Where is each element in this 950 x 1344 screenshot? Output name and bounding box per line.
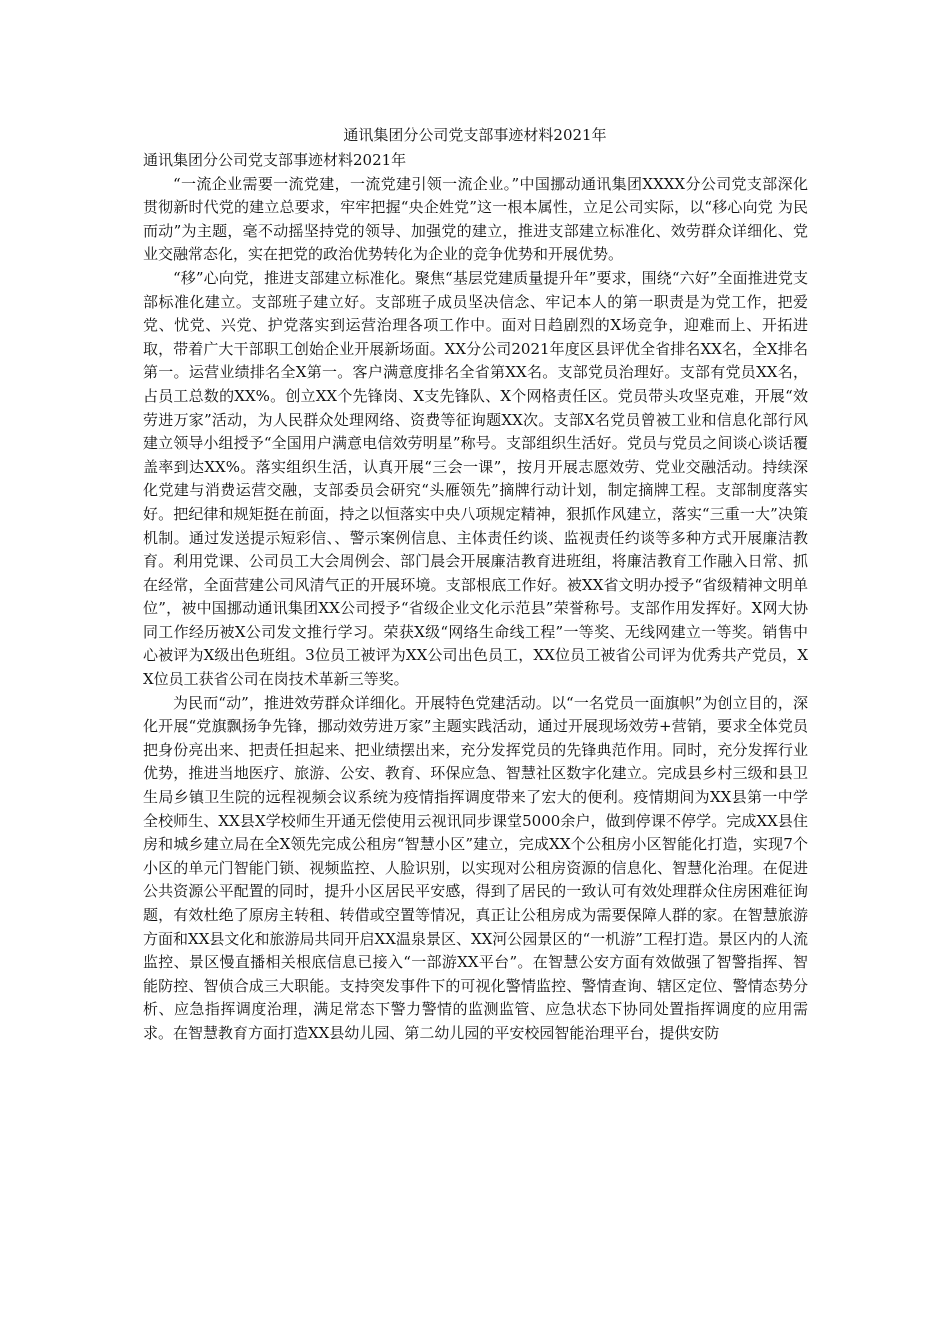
paragraph-standardization: “移”心向党，推进支部建立标准化。聚焦“基层党建质量提升年”要求，围绕“六好”全面推进党支部标准化建立。支部班子建立好。支部班子成员坚决信念、牢记本人的第一职责是为党工作，把爱党、忧党、兴党、护党落实到运营治理各项工作中。面对日趋剧烈的X场竞争，迎难而上、开拓进取，带着广大干部职工创始企业开展新场面。XX分公司2021年度区县评优全省排名XX名，全X排名第一。运营业绩排名全X第一。客户满意度排名全省第XX名。支部党员治理好。支部有党员XX名，占员工总数的XX%。创立XX个先锋岗、X支先锋队、X个网格责任区。党员带头攻坚克难，开展“效劳进万家”活动，为人民群众处理网络、资费等征询题XX次。支部X名党员曾被工业和信息化部行风建立领导小组授予“全国用户满意电信效劳明星”称号。支部组织生活好。党员与党员之间谈心谈话覆盖率到达XX%。落实组织生活，认真开展“三会一课”，按月开展志愿效劳、党业交融活动。持续深化党建与消费运营交融，支部委员会研究“头雁领先”摘牌行动计划，制定摘牌工程。支部制度落实好。把纪律和规矩挺在前面，持之以恒落实中央八项规定精神，狠抓作风建立，落实“三重一大”决策机制。通过发送提示短彩信、、警示案例信息、主体责任约谈、监视责任约谈等多种方式开展廉洁教育。利用党课、公司员工大会周例会、部门晨会开展廉洁教育进班组，将廉洁教育工作融入日常、抓在经常，全面营建公司风清气正的开展环境。支部根底工作好。被XX省文明办授予“省级精神文明单位”，被中国挪动通讯集团XX公司授予“省级企业文化示范县”荣誉称号。支部作用发挥好。X网大协同工作经历被X公司发文推行学习。荣获X级“网络生命线工程”一等奖、无线网建立一等奖。销售中心被评为X级出色班组。3位员工被评为XX公司出色员工，XX位员工被省公司评为优秀共产党员，XX位员工获省公司在岗技术革新三等奖。 xyxy=(143,268,808,689)
document-body xyxy=(143,149,808,1046)
paragraph-service: 为民而“动”，推进效劳群众详细化。开展特色党建活动。以“一名党员一面旗帜”为创立目的，深化开展“党旗飘扬争先锋，挪动效劳进万家”主题实践活动，通过开展现场效劳+营销，要求全体党员把身份亮出来、把责任担起来、把业绩摆出来，充分发挥党员的先锋典范作用。同时，充分发挥行业优势，推进当地医疗、旅游、公安、教育、环保应急、智慧社区数字化建立。完成县乡村三级和县卫生局乡镇卫生院的远程视频会议系统为疫情指挥调度带来了宏大的便利。疫情期间为XX县第一中学全校师生、XX县X学校师生开通无偿使用云视讯同步课堂5000余户，做到停课不停学。完成XX县住房和城乡建立局在全X领先完成公租房“智慧小区”建立，完成XX个公租房小区智能化打造，实现7个小区的单元门智能门锁、视频监控、人脸识别，以实现对公租房资源的信息化、智慧化治理。在促进公共资源公平配置的同时，提升小区居民平安感，得到了居民的一致认可有效处理群众住房困难征询题，有效杜绝了原房主转租、转借或空置等情况，真正让公租房成为需要保障人群的家。在智慧旅游方面和XX县文化和旅游局共同开启XX温泉景区、XX河公园景区的“一机游”工程打造。景区内的人流监控、景区慢直播相关根底信息已接入“一部游XX平台”。在智慧公安方面有效做强了智警指挥、智能防控、智侦合成三大职能。支持突发事件下的可视化警情监控、警情查询、辖区定位、警情态势分析、应急指挥调度治理，满足常态下警力警情的监测监管、应急状态下协同处置指挥调度的应用需求。在智慧教育方面打造XX县幼儿园、第二幼儿园的平安校园智能治理平台，提供安防 xyxy=(143,693,808,1042)
document-title: 通讯集团分公司党支部事迹材料2021年 xyxy=(343,126,607,144)
paragraph-intro: “一流企业需要一流党建，一流党建引领一流企业。”中国挪动通讯集团XXXX分公司党支部深化贯彻新时代党的建立总要求，牢牢把握“央企姓党”这一根本属性，立足公司实际，以“移心向党 为民而动”为主题，毫不动摇坚持党的领导、加强党的建立，推进支部建立标准化、效劳群众详细化、党业交融常态化，实在把党的政治优势转化为企业的竞争优势和开展优势。 xyxy=(143,174,808,264)
document-subtitle: 通讯集团分公司党支部事迹材料2021年 xyxy=(143,151,407,169)
